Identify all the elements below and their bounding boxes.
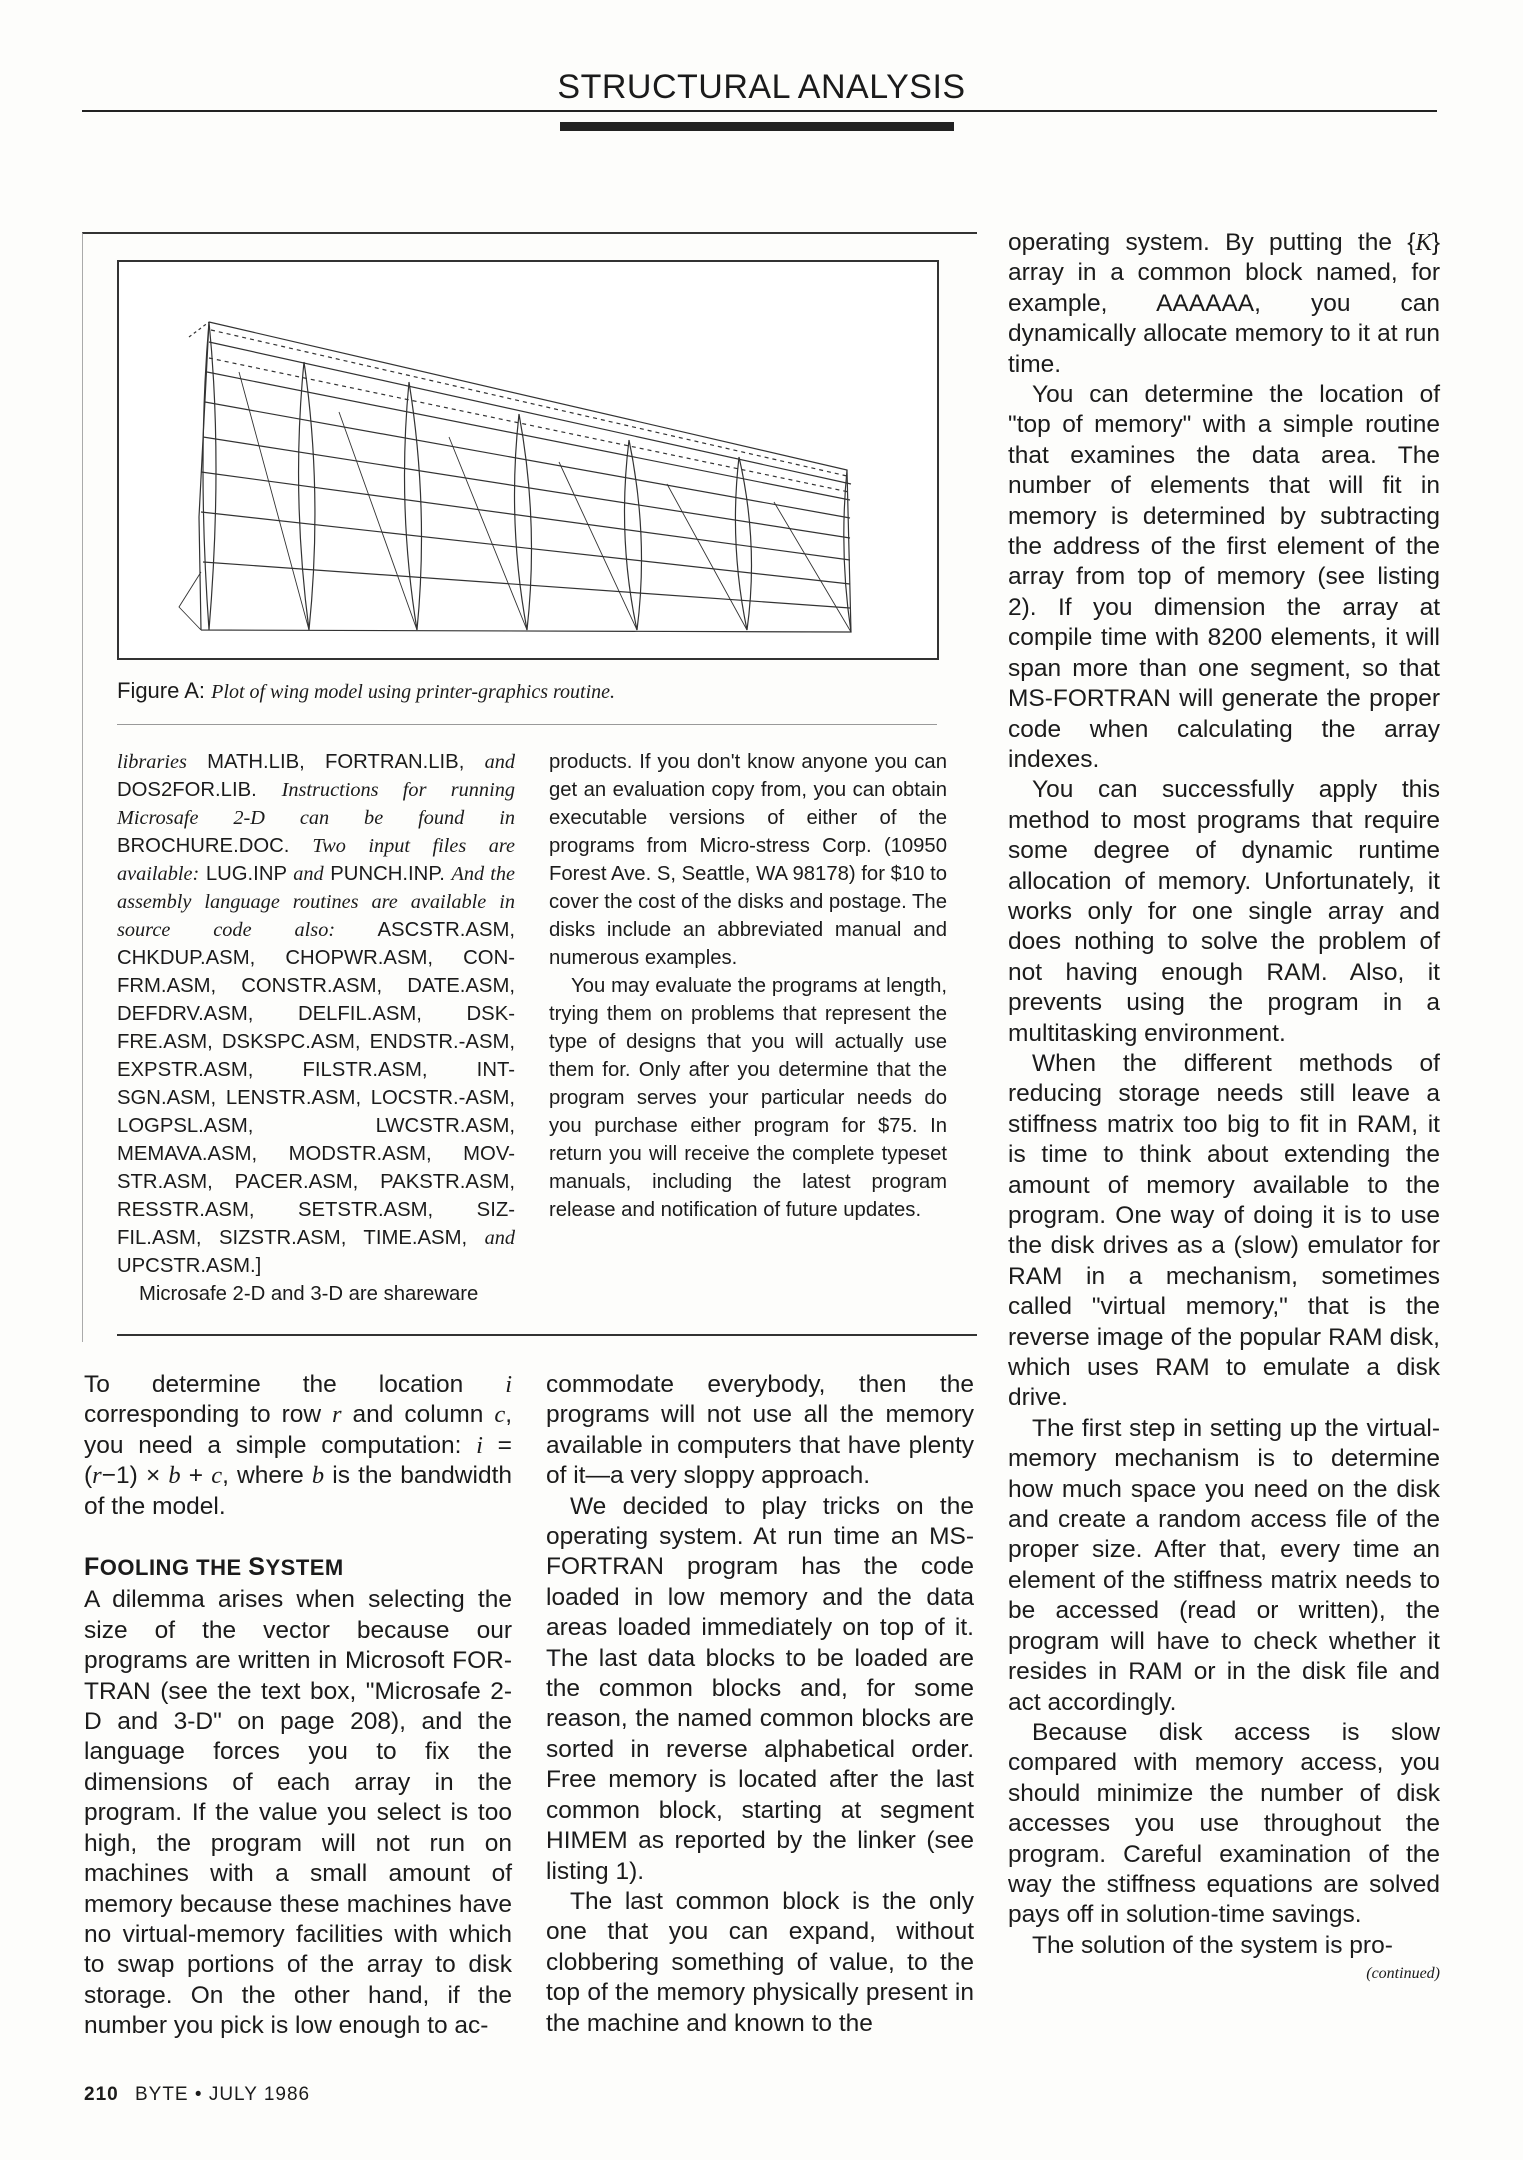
span-line bbox=[209, 342, 851, 484]
span-line bbox=[209, 358, 849, 492]
text-run: PUNCH.INP. bbox=[323, 863, 452, 885]
italic-text: and bbox=[484, 751, 515, 773]
italic-text: c bbox=[211, 1462, 223, 1490]
wing-rib bbox=[203, 322, 216, 630]
issue-date: JULY 1986 bbox=[208, 2084, 311, 2105]
body-paragraph: The first step in setting up the virtual-memory mechanism is to determine how much space you need on the disk and create a random access file of the proper size. After that, every time an element of the stiffness matrix needs to be accessed (read or written), the program will have to check whether it resides in RAM or in the disk file and act accordingly. bbox=[1008, 1414, 1440, 1716]
figure-caption bbox=[117, 678, 615, 704]
text-run: DOS2FOR.LIB. bbox=[117, 779, 282, 801]
sidebar-paragraph: Microsafe 2-D and 3-D are shareware bbox=[139, 1283, 479, 1305]
body-paragraph bbox=[1008, 228, 1440, 380]
text-run: LUG.INP bbox=[199, 863, 294, 885]
wing-rib bbox=[515, 414, 532, 630]
sidebar-paragraph: You may evaluate the programs at length, trying them on problems that represent the type of designs that you will actually use them for. Only after you determine that the program serves your particular needs do you purchase either program for $75. In return you will receive the complete typeset manuals, including the latest program release and notification of future updates. bbox=[549, 975, 947, 1221]
body-paragraph: The solution of the system is pro- bbox=[1032, 1931, 1393, 1959]
body-paragraph: The last common block is the only one that you can expand, without clobbering something of value, to the top of the memory physically present in the machine and known to the bbox=[546, 1887, 974, 2037]
italic-text: libraries bbox=[117, 751, 187, 773]
body-paragraph: A dilemma arises when selecting the size of the vector because our programs are written in Microsoft FOR-TRAN (see the text box, "Microsafe 2-D and 3-D" on page 208), and the language forces you to fix the dimensions of each array in the program. If the value you select is too high, the program will not run on machines with a small amount of memory because these machines have no virtual-memory facilities with which to swap portions of the array to disk storage. On the other hand, if the number you pick is low enough to ac- bbox=[84, 1586, 512, 2040]
italic-text: r bbox=[92, 1462, 102, 1490]
text-run: ASCSTR.ASM, CHKDUP.ASM, CHOPWR.ASM, CON-FRM.ASM, CONSTR.ASM, DATE.ASM, DEFDRV.ASM, DELFIL.ASM, DSK-FRE.ASM, DSKSPC.ASM, ENDSTR.-ASM, EXPSTR.ASM, FILSTR.ASM, INT-SGN.ASM, LENSTR.ASM, LOCSTR.-ASM, LOGPSL.ASM, LWCSTR.ASM, MEMAVA.ASM, MODSTR.ASM, MOV-STR.ASM, PACER.ASM, PAKSTR.ASM, RESSTR.ASM, SETSTR.ASM, SIZ-FIL.ASM, SIZSTR.ASM, TIME.ASM, bbox=[117, 919, 516, 1249]
text-run: is the bandwidth of the model. bbox=[84, 1462, 513, 1520]
body-paragraph: We decided to play tricks on the operating system. At run time an MS-FORTRAN program has the code loaded in low memory and the data areas loaded immediately on top of it. The last data blocks to be loaded are the common blocks and, for some reason, the named common blocks are sorted in reverse alphabetical order. Free memory is located after the last common block, starting at segment HIMEM as reported by the linker (see listing 1). bbox=[546, 1492, 974, 1885]
text-run: + bbox=[180, 1462, 212, 1490]
header-bar bbox=[560, 122, 954, 131]
sidebar-column-2 bbox=[549, 748, 947, 1224]
heading-text: OOLING THE bbox=[99, 1555, 249, 1581]
magazine-name: BYTE bbox=[134, 2084, 189, 2105]
wing-rib bbox=[735, 457, 751, 630]
wing-rib bbox=[405, 382, 422, 630]
text-run: and column bbox=[341, 1401, 495, 1429]
body-paragraph: You can successfully apply this method to most programs that require some degree of dynamic runtime allocation of memory. Unfortunately, it works only for one single array and does nothing to solve the problem of not having enough RAM. Also, it prevents using the program in a multitasking environment. bbox=[1008, 776, 1440, 1047]
italic-text: K bbox=[1415, 229, 1432, 256]
italic-text: i bbox=[476, 1431, 483, 1459]
span-line bbox=[211, 330, 847, 476]
figure-caption-text: Plot of wing model using printer-graphics routine. bbox=[211, 681, 616, 703]
italic-text: b bbox=[168, 1462, 181, 1490]
italic-text: and bbox=[484, 1227, 515, 1249]
text-run: UPCSTR.ASM.] bbox=[117, 1255, 262, 1277]
sidebar-box bbox=[82, 232, 977, 1342]
figure-frame bbox=[117, 260, 939, 660]
page-header bbox=[0, 0, 1523, 140]
text-run: , you need a simple computation: bbox=[84, 1401, 512, 1459]
heading-initial: F bbox=[84, 1553, 100, 1582]
text-run: To determine the location bbox=[84, 1371, 506, 1398]
section-title: STRUCTURAL ANALYSIS bbox=[557, 68, 966, 106]
sidebar-column-1 bbox=[117, 748, 515, 1308]
wing-rib bbox=[299, 362, 315, 630]
text-run: operating system. By putting the { bbox=[1008, 229, 1416, 256]
body-paragraph: When the different methods of reducing storage needs still leave a stiffness matrix too big to fit in RAM, it is time to think about extending the amount of memory available to the program. One way of doing it is to use the disk drives as a (slow) emulator for RAM in a mechanism, sometimes called "virtual memory," that is the reverse image of the popular RAM disk, which uses RAM to emulate a disk drive. bbox=[1008, 1049, 1440, 1412]
page-footer bbox=[84, 2084, 310, 2106]
figure-label: Figure A: bbox=[117, 678, 206, 703]
italic-text: r bbox=[332, 1401, 342, 1429]
italic-text: b bbox=[311, 1462, 325, 1490]
wing-brace bbox=[179, 572, 201, 630]
text-run: −1) × bbox=[101, 1462, 169, 1490]
heading-text: YSTEM bbox=[265, 1555, 344, 1581]
body-paragraph: You can determine the location of "top of memory" with a simple routine that examines the data area. The number of elements that will fit in memory is determined by subtracting the address of the first element of the array from top of memory (see listing 2). If you dimension the array at compile time with 8200 elements, it will span more than one segment, so that MS-FORTRAN will generate the proper code when calculating the array indexes. bbox=[1008, 381, 1440, 773]
wing-brace bbox=[189, 322, 209, 337]
span-line bbox=[205, 402, 850, 518]
header-rule bbox=[82, 110, 1437, 112]
section-heading bbox=[84, 1552, 512, 1583]
sidebar-end-rule bbox=[117, 1334, 977, 1336]
italic-text: Two input files are available: bbox=[117, 835, 515, 885]
main-column-3 bbox=[1008, 228, 1440, 1985]
text-run: } array in a common block named, for example, AAAAAA, you can dynamically allocate memory to it at run time. bbox=[1008, 229, 1440, 378]
text-run: corresponding to row bbox=[84, 1401, 333, 1429]
span-line bbox=[203, 562, 850, 608]
main-column-2 bbox=[546, 1370, 974, 2039]
main-column-1 bbox=[84, 1370, 512, 2042]
text-run: , where bbox=[222, 1462, 312, 1490]
italic-text: Instructions for running Microsafe 2-D can be found in bbox=[117, 779, 515, 829]
italic-text: c bbox=[494, 1401, 506, 1429]
body-paragraph: Because disk access is slow compared with memory access, you should minimize the number of disk accesses you use throughout the program. Careful examination of the way the stiffness equations are solved pays off in solution-time savings. bbox=[1008, 1718, 1440, 1929]
text-run: BROCHURE.DOC. bbox=[117, 835, 313, 857]
text-run: MATH.LIB, FORTRAN.LIB, bbox=[186, 751, 485, 773]
heading-initial: S bbox=[248, 1553, 266, 1582]
continued-note: (continued) bbox=[1366, 1965, 1440, 1983]
wing-rib bbox=[625, 440, 642, 630]
italic-text: and bbox=[293, 863, 324, 885]
body-paragraph: commodate everybody, then the programs will not use all the memory available in computers that have plenty of it—a very sloppy approach. bbox=[546, 1371, 974, 1490]
footer-bullet: • bbox=[194, 2084, 203, 2105]
sidebar-paragraph bbox=[117, 748, 515, 1280]
sidebar-paragraph: products. If you don't know anyone you can get an evaluation copy from, you can obtain executable versions of either of the programs from Micro-stress Corp. (10950 Forest Ave. S, Seattle, WA 98178) for $10 to cover the cost of the disks and postage. The disks include an abbreviated manual and numerous examples. bbox=[549, 751, 947, 969]
italic-text: i bbox=[505, 1371, 512, 1398]
italic-text: And the assembly language routines are available in source code also: bbox=[117, 863, 515, 941]
page-number: 210 bbox=[84, 2084, 119, 2105]
text-run: = ( bbox=[84, 1431, 512, 1490]
body-paragraph bbox=[84, 1370, 512, 1522]
wing-plot bbox=[119, 262, 937, 658]
caption-rule bbox=[117, 724, 937, 725]
